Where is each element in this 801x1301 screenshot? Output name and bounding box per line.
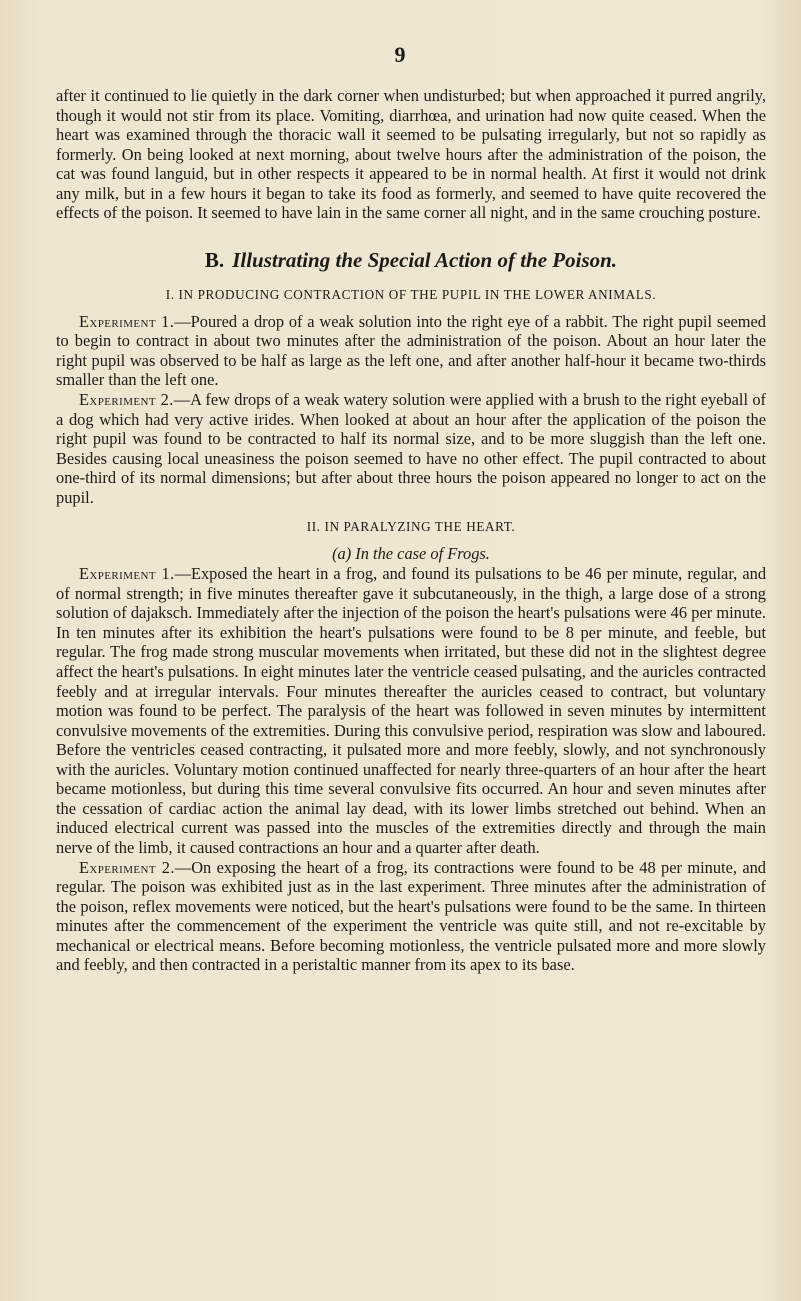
experiment-text: —Poured a drop of a weak solution into the right eye of a rabbit. The right pupil seemed to begin to contract in about two minutes after the administration of the poison. About an hour later the right pupil was observed to be half as large as the left one, and after another half-hour it became two-thirds smaller than the left one. [56,311,766,390]
part-2-experiment-1 [56,564,766,857]
part-1-experiment-2 [56,390,766,507]
part-2-experiment-2 [56,858,766,975]
experiment-text: —A few drops of a weak watery solution were applied with a brush to the right eyeball of a dog which had very active irides. When looked at about an hour after the application of the poison the right pupil was found to be contracted to half its normal size, and to be more sluggish than the left one. Besides causing local uneasiness the poison seemed to have no other effect. The pupil contracted to about one-third of its normal dimensions; but after about three hours the poison appeared no longer to act on the pupil. [56,390,766,507]
experiment-text: —On exposing the heart of a frog, its contractions were found to be 48 per minute, and regular. The poison was exhibited just as in the last experiment. Three minutes after the administration of the poison, reflex movements were noticed, but the heart's pulsations were found to be the same. In thirteen minutes after the commencement of the experiment the ventricle was quite still, and not re-excitable by mechanical or electrical means. Before becoming motionless, the ventricle pulsated more and more slowly and feebly, and then contracted in a peristaltic manner from its apex to its base. [56,857,766,975]
section-b-title [56,247,766,273]
experiment-text: —Exposed the heart in a frog, and found its pulsations to be 46 per minute, regular, and of normal strength; in five minutes thereafter gave it subcutaneously, in the thigh, a large dose of a strong solution of dajaksch. Immediately after the injection of the poison the heart's pulsations were 46 per minute. In ten minutes after its exhibition the heart's pulsations were found to be 8 per minute, and feeble, but regular. The frog made strong muscular movements when irritated, but these did not in the slightest degree affect the heart's pulsations. In eight minutes later the ventricle ceased pulsating, and the auricles contracted feebly and at irregular intervals. Four minutes thereafter the auricles ceased to contract, but voluntary motion was found to be perfect. The paralysis of the heart was followed in seven minutes by intermittent convulsive movements of the extremities. During this convulsive period, respiration was slow and laboured. Before the ventricles ceased contracting, it pulsated more and more feebly, slowly, and not synchronously with the auricles. Voluntary motion continued unaffected for nearly three-quarters of an hour after the heart became motionless, but during this time several convulsive fits occurred. An hour and seven minutes after the cessation of cardiac action the animal lay dead, with its lower limbs stretched out behind. When an induced electrical current was passed into the muscles of the extremities directly and through the main nerve of the limb, it caused contractions an hour and a quarter after death. [56,564,767,857]
experiment-label: Experiment 1. [79,311,175,331]
experiment-label: Experiment 2. [79,857,175,877]
body-text [56,86,766,975]
part-1-heading: I. IN PRODUCING CONTRACTION OF THE PUPIL IN THE LOWER ANIMALS. [165,286,657,302]
experiment-label: Experiment 1. [79,564,175,584]
part-2-subheading: (a) In the case of Frogs. [332,544,490,564]
part-1-experiment-1 [56,312,766,390]
section-letter: B. [204,247,225,272]
opening-paragraph: after it continued to lie quietly in the dark corner when undisturbed; but when approached it purred angrily, though it would not stir from its place. Vomiting, diarrhœa, and urination had now quite ceased. When the heart was examined through the thoracic wall it seemed to be pulsating irregularly, but not so rapidly as formerly. On being looked at next morning, about twelve hours after the administration of the poison, the cat was found languid, but in other respects it appeared to be in normal health. At first it would not drink any milk, but in a few hours it began to take its food as formerly, and seemed to have quite recovered the effects of the poison. It seemed to have lain in the same corner all night, and in the same crouching posture. [56,86,766,223]
section-title-text: Illustrating the Special Action of the Poison. [232,247,618,272]
experiment-label: Experiment 2. [79,390,174,410]
page-number: 9 [394,42,407,67]
part-2-heading: II. IN PARALYZING THE HEART. [306,519,516,535]
